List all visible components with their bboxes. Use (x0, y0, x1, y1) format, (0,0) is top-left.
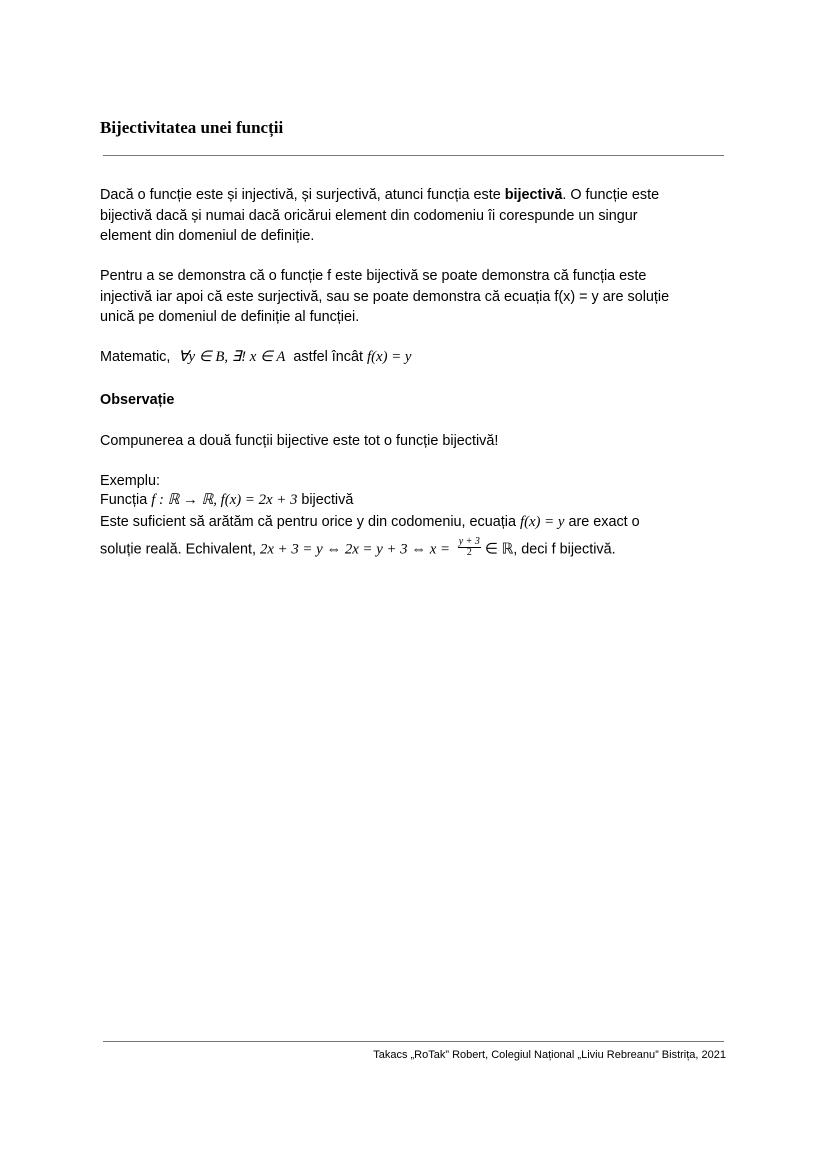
text-span: soluție reală. Echivalent, (100, 541, 260, 558)
example-line-3 (100, 536, 740, 560)
text-span: bijectivă (297, 492, 354, 508)
text-span: , deci f bijectivă. (513, 541, 616, 558)
text-span: . O funcție este (562, 187, 660, 203)
fraction-numerator: y + 3 (458, 536, 480, 547)
method-line-3: unică pe domeniul de definiție al funcției. (100, 309, 360, 325)
title-divider (103, 155, 724, 156)
observation-text: Compunerea a două funcții bijective este tot o funcție bijectivă! (100, 433, 499, 449)
text-span: Funcția (100, 492, 152, 508)
bold-term: bijectivă (504, 187, 563, 203)
quantifier-formula: ∀y ∈ B, ∃! x ∈ A (178, 349, 286, 365)
math-label: Matematic, (100, 349, 171, 365)
method-line-2: injectivă iar apoi că este surjectivă, sau se poate demonstra că ecuația f(x) = y are soluție (100, 288, 670, 305)
equation-formula: f(x) = y (519, 514, 565, 530)
text-span: are exact o (564, 514, 640, 530)
math-middle-text: astfel încât (293, 349, 363, 365)
footer-divider (103, 1041, 724, 1042)
text-span: Dacă o funcție este și injectivă, și surjectivă, atunci funcția este (100, 187, 505, 203)
equation-formula: f(x) = y (367, 349, 412, 365)
example-label: Exemplu: (100, 473, 160, 489)
example-line-2 (100, 512, 740, 533)
fraction (458, 537, 481, 558)
example-line-1 (100, 490, 740, 511)
definition-line-3: element din domeniul de definiție. (100, 228, 315, 244)
method-line-1: Pentru a se demonstra că o funcție f este bijectivă se poate demonstra că funcția este (100, 268, 647, 284)
membership-formula: ∈ ℝ (484, 541, 514, 558)
page-title: Bijectivitatea unei funcții (100, 118, 284, 137)
solution-formula: 2x + 3 = y ⇔ 2x = y + 3 ⇔ x = (259, 541, 454, 558)
math-definition-line (100, 347, 740, 368)
page-footer: Takacs „RoTak” Robert, Colegiul Național „Liviu Rebreanu” Bistrița, 2021 (373, 1049, 726, 1061)
function-formula: f : ℝ → ℝ, f(x) = 2x + 3 (151, 492, 298, 508)
text-span: Este suficient să arătăm că pentru orice y din codomeniu, ecuația (100, 514, 520, 530)
definition-line-2: bijectivă dacă și numai dacă oricărui element din codomeniu îi corespunde un singur (100, 207, 638, 224)
definition-line-1 (100, 185, 740, 206)
observation-heading: Observație (100, 392, 175, 408)
fraction-denominator: 2 (466, 547, 472, 558)
